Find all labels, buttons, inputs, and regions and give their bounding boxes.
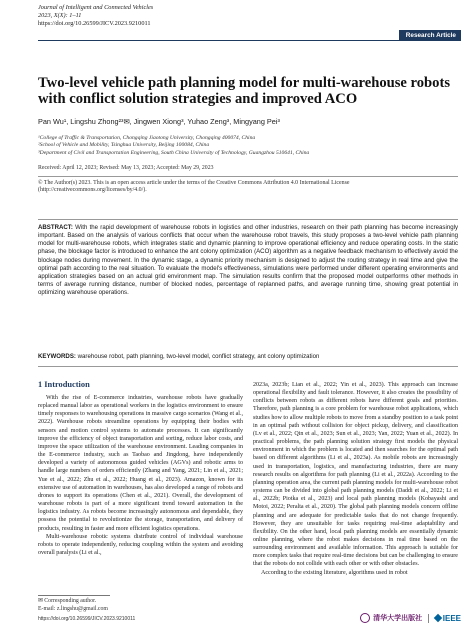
affiliation-2: ²School of Vehicle and Mobility, Tsinghua University, Beijing 100084, China	[38, 142, 210, 149]
keywords-label: KEYWORDS:	[38, 353, 76, 360]
divider	[38, 176, 458, 177]
right-column	[253, 381, 458, 605]
footer-doi[interactable]: https://doi.org/10.26599/JICV.2023.9210011	[38, 616, 136, 622]
affiliation-3: ³Department of Civil and Transportation Engineering, South China University of Technology, Guangzhou 510641, China	[38, 149, 310, 156]
abstract-text: With the rapid development of warehouse robots in logistics and other industries, research on their path planning has become increasingly important. Based on the analysis of various conflicts that occur when the warehouse robot travels, this study proposes a two-level vehicle path planning model for multi-warehouse robots, which integrates static and dynamic planning to improve operational efficiency and reduce operating costs. In the static phase, the blockage factor is introduced to enhance the ant colony optimization (ACO) algorithm as a negative feedback mechanism to effectively avoid the blockage nodes during movement. In the dynamic stage, a dynamic priority mechanism is designed to adjust the routing strategy in real time and give the optimal path according to the real situation. To evaluate the model's effectiveness, simulations were performed under different operating environments and application strategies based on an actual grid environment map. The simulation results confirm that the proposed model outperforms other methods in terms of average running distance, number of blocked nodes, percentage of replanned paths, and average running time, showing great potential in optimizing warehouse operations.	[38, 224, 458, 297]
ieee-logo	[435, 614, 461, 623]
article-dates: Received: April 12, 2023; Revised: May 13, 2023; Accepted: May 29, 2023	[38, 165, 214, 171]
keywords	[38, 353, 458, 360]
tsinghua-emblem-icon	[360, 613, 370, 623]
left-column	[38, 394, 243, 592]
footnote	[38, 598, 108, 613]
author-list: Pan Wu¹, Lingshu Zhong²³✉, Jingwen Xiong³, Yuhao Zeng³, Mingyang Pei³	[38, 117, 280, 126]
ieee-wordmark: IEEE	[442, 613, 461, 623]
tsinghua-press-name: 清华大学出版社	[373, 614, 423, 622]
author-email[interactable]: E-mail: z.lingshu@gmail.com	[38, 605, 108, 612]
header-rule	[38, 40, 461, 41]
section-heading: 1 Introduction	[38, 380, 90, 389]
journal-doi[interactable]: https://doi.org/10.26599/JICV.2023.9210011	[38, 20, 151, 28]
journal-name: Journal of Intelligent and Connected Vehicles	[38, 4, 154, 11]
journal-volume: 2023, X(X): 1–11	[38, 12, 82, 20]
corresponding-author: ✉ Corresponding author.	[38, 598, 97, 604]
logo-separator	[428, 614, 429, 623]
paragraph: With the rise of E-commerce industries, warehouse robots have gradually replaced manual labor as operational workers in the logistics environment to ensure timely responses to warehousing operations in massive cargo scenarios (Wang et al., 2022). Warehouse robots streamline operations by equipping their bodies with sensors and motion control systems to automate processes. It can significantly improve the efficiency of object transportation and sorting, reduce labor costs, and improve the space utilization of the warehouse environment. Leading companies in the E-commerce industry, such as Taobao and Jingdong, have independently developed a variety of autonomous guided vehicles (AGVs) and robotic arms to handle large numbers of orders efficiently (Zhang and Yang, 2021; Lin et al., 2021; Yue et al., 2022; Zhu et al., 2022; Huang et al., 2023). Amazon, known for its extensive use of automation in warehouses, has also developed a range of robots and drones to support its operations (Chen et al., 2021). Overall, the development of warehouse robots is part of a more significant trend toward automation in the logistics industry. As robots become increasingly autonomous and dependable, they possess the potential to revolutionize the storage, transportation, and delivery of products, resulting in faster and more efficient logistics operations.	[38, 395, 243, 532]
article-type-badge: Research Article	[399, 30, 461, 41]
tsinghua-press-logo	[360, 613, 422, 623]
paragraph: Multi-warehouse robotic systems distribute control of individual warehouse robots to operate independently, reducing coupling within the system and avoiding overall paralysis (Li et al.,	[38, 533, 243, 556]
affiliations	[38, 135, 309, 157]
paragraph: According to the existing literature, algorithms used in robot	[261, 569, 408, 576]
journal-info	[38, 4, 153, 29]
keywords-text: warehouse robot, path planning, two-level model, conflict strategy, ant colony optimization	[77, 353, 320, 360]
paragraph: 2023a, 2023b; Lian et al., 2022; Yin et al., 2023). This approach can increase operational flexibility and fault tolerance. However, it also creates the possibility of conflicts between robots as different robots have different goals and priorities. Therefore, path planning is a core problem for warehouse robot applications, which studies how to allow multiple robots to move from a standby position to a task point in an optimal path without collision for object pickup, delivery, and classification (Lv et al., 2022; Qin et al., 2023; Sun et al., 2023; Yan, 2022; Yuan et al., 2022). In practical problems, the path planning solution strategy first models the physical environment in which the problem is located and then searches for the optimal path based on different algorithms (Li et al., 2023a). As mobile robots are increasingly used in transportation, logistics, and manufacturing industries, there are many research results on algorithms for path planning (Li et al., 2022a). According to the planning operation area, the current path planning models for multi-warehouse robot systems can be divided into global path planning models (Daddi et al., 2022; Li et al., 2022b; Piotka et al., 2023) and local path planning models (Kobayashi and Motoi, 2022; Peralta et al., 2020). The global path planning models concern offline planning and are adequate for predictable tasks that do not change frequently. However, they are unsuitable for tasks requiring real-time adaptability and flexibility. On the other hand, local path planning models are essentially dynamic online planning, where the robot makes decisions in real time based on the surrounding environment and available information. This approach is suitable for more complex tasks that require real-time decisions but can be challenging to ensure that the robots do not collide with each other or with other obstacles.	[253, 382, 458, 568]
abstract	[38, 224, 458, 297]
footnote-rule	[38, 595, 110, 596]
ieee-diamond-icon	[434, 614, 442, 622]
affiliation-1: ¹College of Traffic & Transportation, Chongqing Jiaotong University, Chongqing 400074, China	[38, 135, 256, 141]
paper-title: Two-level vehicle path planning model for multi-warehouse robots with conflict solution strategies and improved ACO	[38, 75, 451, 107]
license-statement: © The Author(s) 2023. This is an open access article under the terms of the Creative Commons Attribution 4.0 International License (http://creativecommons.org/licenses/by/4.0/).	[38, 180, 350, 194]
abstract-label: ABSTRACT:	[38, 224, 73, 231]
divider	[38, 366, 458, 367]
publisher-logos	[360, 613, 461, 623]
divider	[38, 219, 458, 220]
